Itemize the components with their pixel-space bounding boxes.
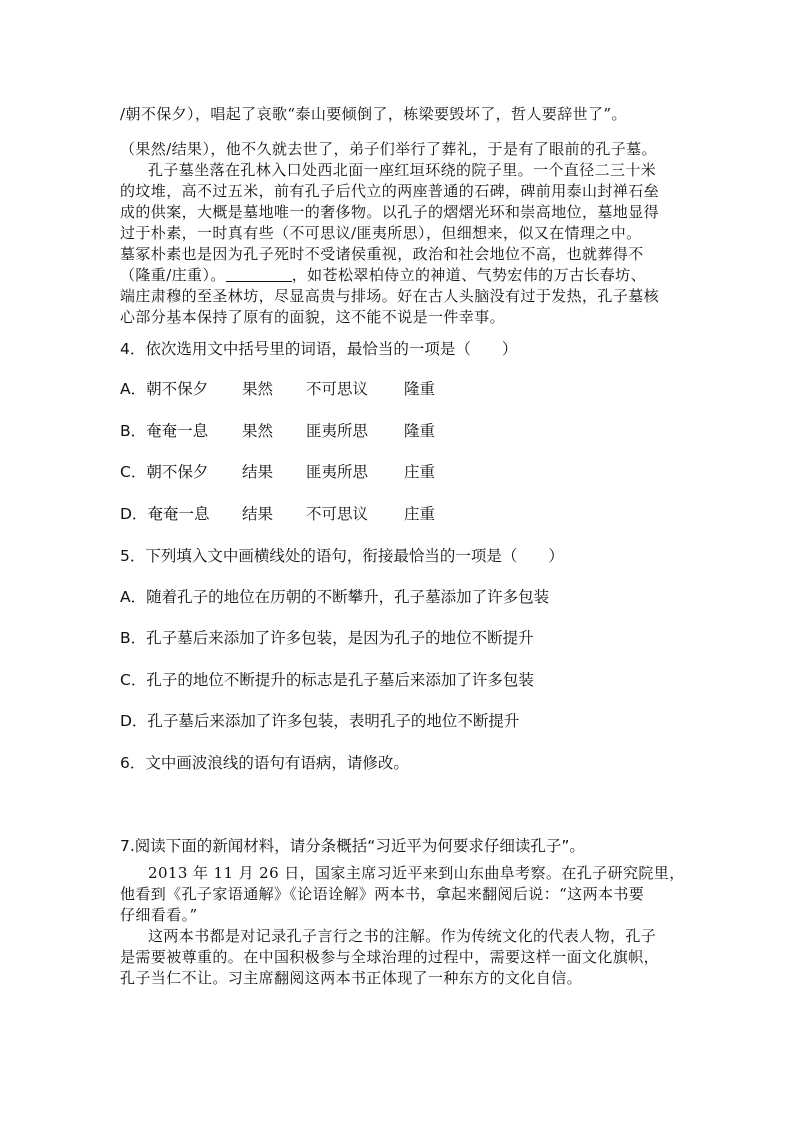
fill-blank[interactable] bbox=[226, 265, 292, 282]
option-d[interactable]: D．孔子墓后来添加了许多包装，表明孔子的地位不断提升 bbox=[120, 712, 520, 730]
option-word: 庄重 bbox=[404, 505, 436, 523]
option-letter: B． bbox=[120, 422, 147, 440]
news-line: 孔子当仁不让。习主席翻阅这两本书正体现了一种东方的文化自信。 bbox=[120, 969, 583, 987]
option-a[interactable]: A．随着孔子的地位在历朝的不断攀升，孔子墓添加了许多包装 bbox=[120, 588, 550, 606]
question-stem: 4．依次选用文中括号里的词语，最恰当的一项是（ ） bbox=[120, 340, 518, 358]
passage-line: 成的供案，大概是墓地唯一的奢侈物。以孔子的熠熠光环和崇高地位，墓地显得 bbox=[120, 203, 660, 221]
option-a[interactable] bbox=[120, 378, 435, 400]
question-stem: 7.阅读下面的新闻材料，请分条概括“习近平为何要求仔细读孔子”。 bbox=[120, 837, 585, 855]
passage-line: /朝不保夕），唱起了哀歌“泰山要倾倒了，栋梁要毁坏了，哲人要辞世了”。 bbox=[120, 105, 627, 123]
option-word: 奄奄一息 bbox=[146, 422, 209, 440]
passage-line: 的坟堆，高不过五米，前有孔子后代立的两座普通的石碑，碑前用泰山封禅石垒 bbox=[120, 182, 660, 200]
news-line: 2013 年 11 月 26 日，国家主席习近平来到山东曲阜考察。在孔子研究院里， bbox=[148, 864, 685, 882]
passage-line: 孔子墓坐落在孔林入口处西北面一座红垣环绕的院子里。一个直径二三十米 bbox=[148, 161, 657, 179]
question-stem: 5．下列填入文中画横线处的语句，衔接最恰当的一项是（ ） bbox=[120, 547, 564, 565]
option-letter: D． bbox=[120, 505, 148, 523]
news-line: 他看到《孔子家语通解》《论语诠解》两本书，拿起来翻阅后说：“这两本书要 bbox=[120, 885, 645, 903]
passage-line: 过于朴素，一时真有些（不可思议/匪夷所思），但细想来，似又在情理之中。 bbox=[120, 224, 642, 242]
option-word: 奄奄一息 bbox=[147, 505, 210, 523]
option-word: 果然 bbox=[242, 422, 274, 440]
passage-line: 端庄肃穆的至圣林坊，尽显高贵与排场。好在古人头脑没有过于发热，孔子墓核 bbox=[120, 287, 660, 305]
option-word: 不可思议 bbox=[306, 380, 369, 398]
passage-text: （隆重/庄重）。 bbox=[120, 266, 226, 284]
option-c[interactable] bbox=[120, 461, 435, 483]
option-word: 结果 bbox=[242, 505, 274, 523]
option-word: 隆重 bbox=[404, 422, 436, 440]
option-d[interactable] bbox=[120, 503, 435, 525]
news-line: 是需要被尊重的。在中国积极参与全球治理的过程中，需要这样一面文化旗帜， bbox=[120, 948, 660, 966]
option-word: 不可思议 bbox=[306, 505, 369, 523]
option-letter: C． bbox=[120, 463, 147, 481]
passage-text: ，如苍松翠柏侍立的神道、气势宏伟的万古长春坊、 bbox=[291, 266, 646, 284]
option-b[interactable]: B．孔子墓后来添加了许多包装，是因为孔子的地位不断提升 bbox=[120, 629, 534, 647]
option-b[interactable] bbox=[120, 420, 435, 442]
passage-line: 墓冢朴素也是因为孔子死时不受诸侯重视，政治和社会地位不高，也就葬得不 bbox=[120, 245, 644, 263]
passage-line: 心部分基本保持了原有的面貌，这不能不说是一件幸事。 bbox=[120, 308, 506, 326]
option-word: 朝不保夕 bbox=[146, 380, 209, 398]
passage-line: （果然/结果），他不久就去世了，弟子们举行了葬礼，于是有了眼前的孔子墓。 bbox=[120, 140, 657, 158]
option-word: 匪夷所思 bbox=[306, 463, 369, 481]
option-word: 果然 bbox=[242, 380, 274, 398]
option-word: 匪夷所思 bbox=[306, 422, 369, 440]
option-word: 庄重 bbox=[404, 463, 436, 481]
news-line: 仔细看看。” bbox=[120, 906, 198, 924]
question-stem: 6．文中画波浪线的语句有语病，请修改。 bbox=[120, 754, 409, 772]
option-c[interactable]: C．孔子的地位不断提升的标志是孔子墓后来添加了许多包装 bbox=[120, 671, 534, 689]
option-word: 结果 bbox=[242, 463, 274, 481]
option-word: 朝不保夕 bbox=[146, 463, 209, 481]
option-letter: A． bbox=[120, 380, 147, 398]
option-word: 隆重 bbox=[404, 380, 436, 398]
news-line: 这两本书都是对记录孔子言行之书的注解。作为传统文化的代表人物，孔子 bbox=[148, 927, 657, 945]
passage-line bbox=[120, 264, 646, 286]
